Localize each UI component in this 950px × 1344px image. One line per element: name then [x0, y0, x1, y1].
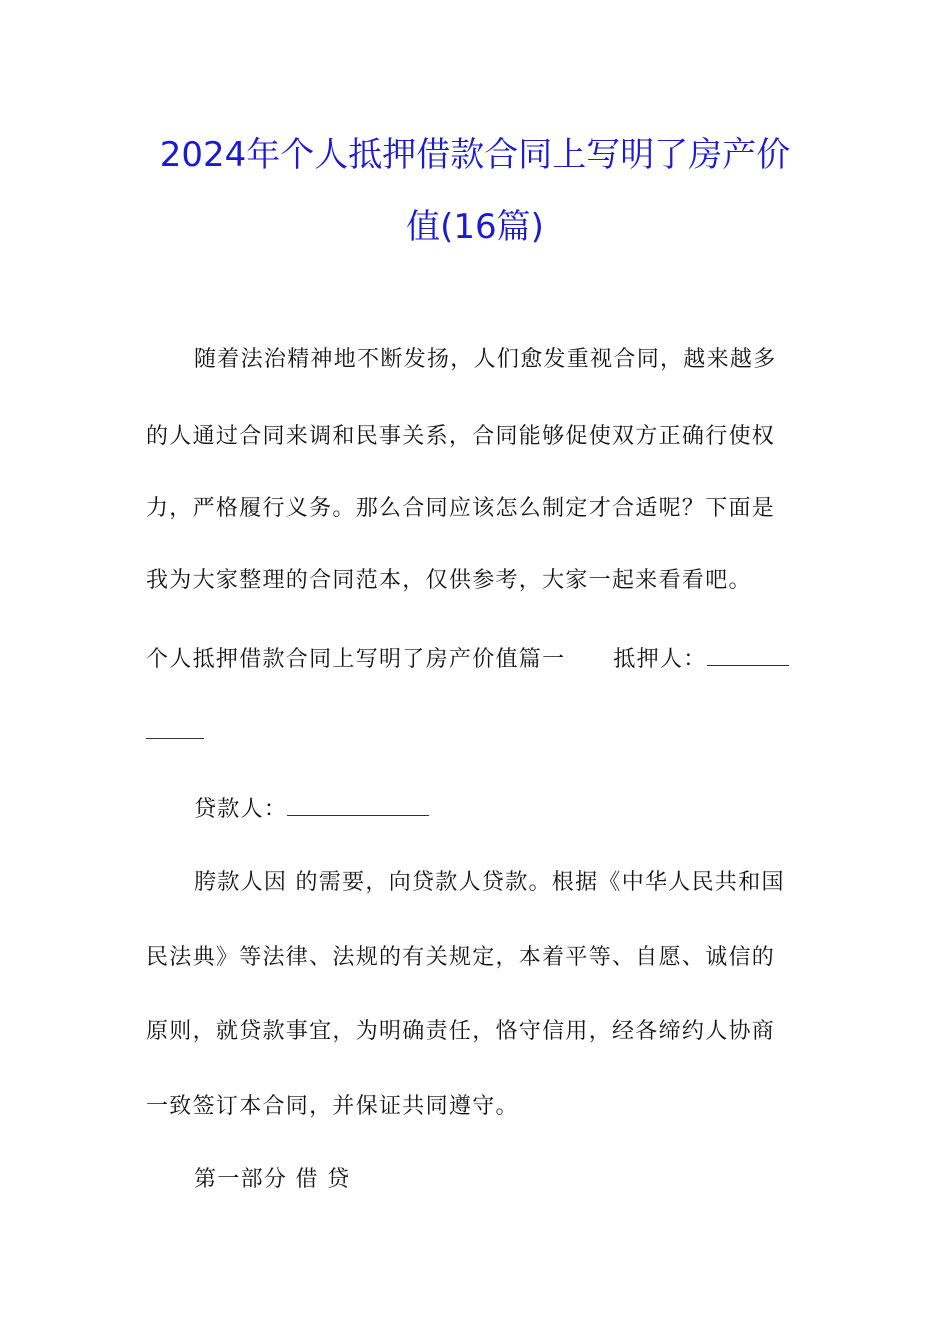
body-paragraph-line-2: 民法典》等法律、法规的有关规定，本着平等、自愿、诚信的 — [146, 945, 776, 970]
document-title-line-2: 值(16篇) — [406, 207, 544, 247]
mortgagor-blank-continuation — [146, 718, 204, 748]
lender-label: 贷款人： — [194, 797, 288, 822]
lender-blank-field[interactable] — [287, 795, 429, 816]
part1-heading: 第一部分 借 贷 — [194, 1167, 351, 1192]
mortgagor-blank-field[interactable] — [707, 645, 789, 666]
mortgagor-label: 抵押人： — [613, 647, 707, 672]
section1-heading: 个人抵押借款合同上写明了房产价值篇一 — [146, 647, 566, 672]
intro-paragraph-line-1: 随着法治精神地不断发扬，人们愈发重视合同，越来越多 — [194, 347, 777, 372]
mortgagor-blank-field-cont[interactable] — [146, 718, 204, 739]
intro-paragraph-line-3: 力，严格履行义务。那么合同应该怎么制定才合适呢？下面是 — [146, 496, 776, 521]
body-paragraph-line-1: 胯款人因 的需要，向贷款人贷款。根据《中华人民共和国 — [194, 870, 785, 895]
document-title-line-1: 2024年个人抵押借款合同上写明了房产价 — [159, 135, 791, 175]
section-heading-line — [146, 645, 789, 675]
body-paragraph-line-3: 原则，就贷款事宜，为明确责任，恪守信用，经各缔约人协商 — [146, 1019, 776, 1044]
lender-line — [194, 795, 429, 825]
intro-paragraph-line-4: 我为大家整理的合同范本，仅供参考，大家一起来看看吧。 — [146, 568, 752, 593]
body-paragraph-line-4: 一致签订本合同，并保证共同遵守。 — [146, 1094, 519, 1119]
intro-paragraph-line-2: 的人通过合同来调和民事关系，合同能够促使双方正确行使权 — [146, 424, 776, 449]
